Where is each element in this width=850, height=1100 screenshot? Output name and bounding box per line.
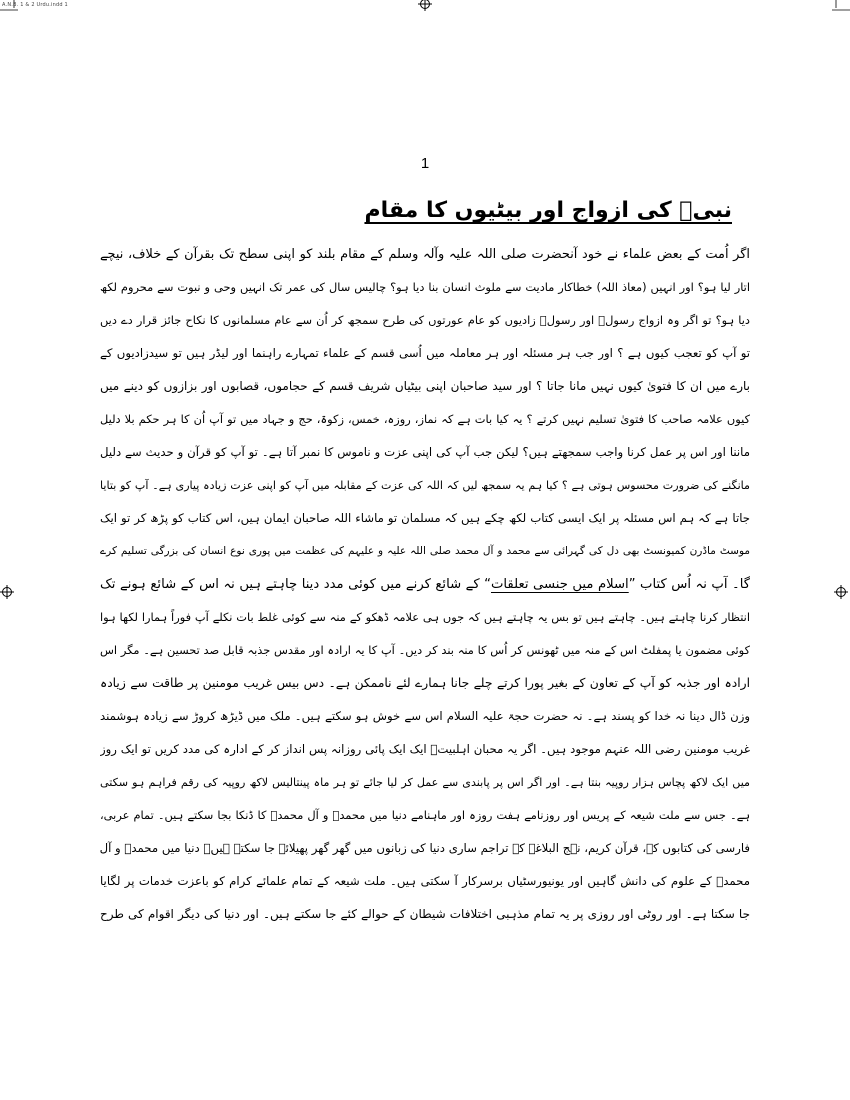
body-line: دیا ہو؟ تو اگر وہ ازواج رسولؐ اور رسولؐ زادیوں کو عام عورتوں کی طرح سمجھ کر اُن سے عام مسلمانوں کا نکاح جائز قرار دے دیں (100, 313, 750, 327)
body-line: بارے میں ان کا فتویٰ کیوں نہیں مانا جاتا ؟ اور سید صاحبان اپنی بیٹیاں شریف قسم کے حجاموں، قصابوں اور بزازوں کو دینے میں (100, 379, 750, 393)
body-line: اتار لیا ہو؟ اور انہیں (معاذ اللہ) خطاکار مادیت سے ملوث انسان بنا دیا ہو؟ چالیس سال کی عمر تک انہیں وحی و نبوت سے محروم لکھ (100, 280, 750, 294)
body-line: جا سکتا ہے۔ اور روٹی اور روزی پر یہ تمام مذہبی اختلافات شیطان کے حوالے کئے جا سکتے ہیں۔ اور دنیا کی دیگر اقوام کی طرح (100, 907, 750, 921)
body-line: جاتا ہے کہ ہم اس مسئلہ پر ایک ایسی کتاب لکھ چکے ہیں کہ مسلمان تو ماشاء اللہ صاحبان ایمان ہیں، اس کتاب کو پڑھ کر تو ایک (100, 511, 750, 525)
body-line: گا۔ آپ نہ اُس کتاب ”اسلام میں جنسی تعلقات“ کے شائع کرنے میں کوئی مدد دینا چاہتے ہیں نہ اس کے شائع ہونے تک (100, 577, 750, 592)
body-line: ماننا اور اس پر عمل کرنا واجب سمجھتے ہیں؟ لیکن جب آپ کی اپنی عزت و ناموس کا نمبر آتا ہے۔ تو آپ کو قرآن و حدیث سے دلیل (100, 445, 750, 459)
body-line: وزن ڈال دینا نہ خدا کو پسند ہے۔ نہ حضرت حجۃ علیہ السلام اس سے خوش ہو سکتے ہیں۔ ملک میں ڈیڑھ کروڑ سے زیادہ ہوشمند (100, 709, 750, 723)
body-line: مانگنے کی ضرورت محسوس ہوتی ہے ؟ کیا ہم یہ سمجھ لیں کہ اللہ کی عزت کے مقابلہ میں آپ کو اپنی عزت زیادہ پیاری ہے۔ آپ کو بتایا (100, 479, 750, 492)
article-body (100, 238, 750, 931)
print-slug: A.N.B. 1 & 2 Urdu.indd 1 (2, 2, 68, 8)
body-line: محمدؑ کے علوم کی دانش گاہیں اور یونیورسٹیاں برسرکار آ سکتی ہیں۔ ملت شیعہ کے تمام علمائے کرام کو باعزت خدمات پر لگایا (100, 874, 750, 888)
body-line: غریب مومنین رضی اللہ عنہم موجود ہیں۔ اگر یہ محبان اہلبیتؑ ایک ایک پائی روزانہ پس انداز کر کے ادارہ کی مدد کریں تو ایک روز (100, 742, 750, 756)
body-line: کوئی مضمون یا پمفلٹ اس کے منہ میں ٹھونس کر اُس کا منہ بند کر دیں۔ آپ کا یہ ارادہ اور مقدس جذبہ قابل صد تحسین ہے۔ مگر اس (100, 643, 750, 657)
registration-left-icon (0, 585, 14, 599)
crop-top-right-icon (826, 0, 850, 22)
body-line: ہے۔ جس سے ملت شیعہ کے پریس اور روزنامے ہفت روزہ اور ماہنامے دنیا میں محمدؐ و آل محمدؑ کا ڈنکا بجا سکتے ہیں۔ تمام عربی، (100, 808, 750, 822)
book-title-link: اسلام میں جنسی تعلقات (490, 577, 629, 592)
body-line: تو آپ کو تعجب کیوں ہے ؟ اور جب ہر مسئلہ اور ہر معاملہ میں اُسی قسم کے علماء تمہارے راہنما اور لیڈر ہیں تو سیدزادیوں کے (100, 346, 750, 360)
page-number: 1 (420, 155, 430, 172)
body-line: کیوں علامہ صاحب کا فتویٰ تسلیم نہیں کرتے ؟ یہ کیا بات ہے کہ نماز، روزہ، خمس، زکوۃ، حج و جہاد میں تو آپ اُن کا ہر حکم بلا دلیل (100, 412, 750, 426)
body-line: موسٹ ماڈرن کمیونسٹ بھی دل کی گہرائی سے محمد و آل محمد صلی اللہ علیہ و علیہم کی عظمت میں پوری نوع انسان کی بزرگی تسلیم کرے (100, 545, 750, 557)
registration-right-icon (834, 585, 848, 599)
article-title: نبیؐ کی ازواج اور بیٹیوں کا مقام (364, 198, 732, 223)
body-line: انتظار کرنا چاہتے ہیں۔ چاہتے ہیں تو بس یہ چاہتے ہیں کہ جوں ہی علامہ ڈھکو کے منہ سے کوئی غلط بات نکلے آپ فوراً ہمارا لکھا ہوا (100, 610, 750, 624)
body-line: اگر اُمت کے بعض علماء نے خود آنحضرت صلی اللہ علیہ وآلہ وسلم کے مقام بلند کو اپنی سطح تک بقرآن کے خلاف، نیچے (100, 247, 750, 262)
body-line: ارادہ اور جذبہ کو آپ کے تعاون کے بغیر پورا کرتے چلے جانا ہمارے لئے ناممکن ہے۔ دس بیس غریب مومنین پر طاقت سے زیادہ (100, 676, 750, 690)
body-line: میں ایک لاکھ پچاس ہزار روپیہ بنتا ہے۔ اور اگر اس پر پابندی سے عمل کر لیا جائے تو ہر ماہ پینتالیس لاکھ روپیہ کی رقم فراہم ہو سکتی (100, 776, 750, 789)
crop-top-left-icon (0, 0, 22, 22)
body-line: فارسی کی کتابوں کے، قرآن کریم، نہج البلاغۃ کے تراجم ساری دنیا کی زبانوں میں گھر گھر پھیلائے جا سکتے ہیں۔ دنیا میں محمدؐ و آل (100, 841, 750, 855)
registration-top-icon (418, 0, 432, 11)
